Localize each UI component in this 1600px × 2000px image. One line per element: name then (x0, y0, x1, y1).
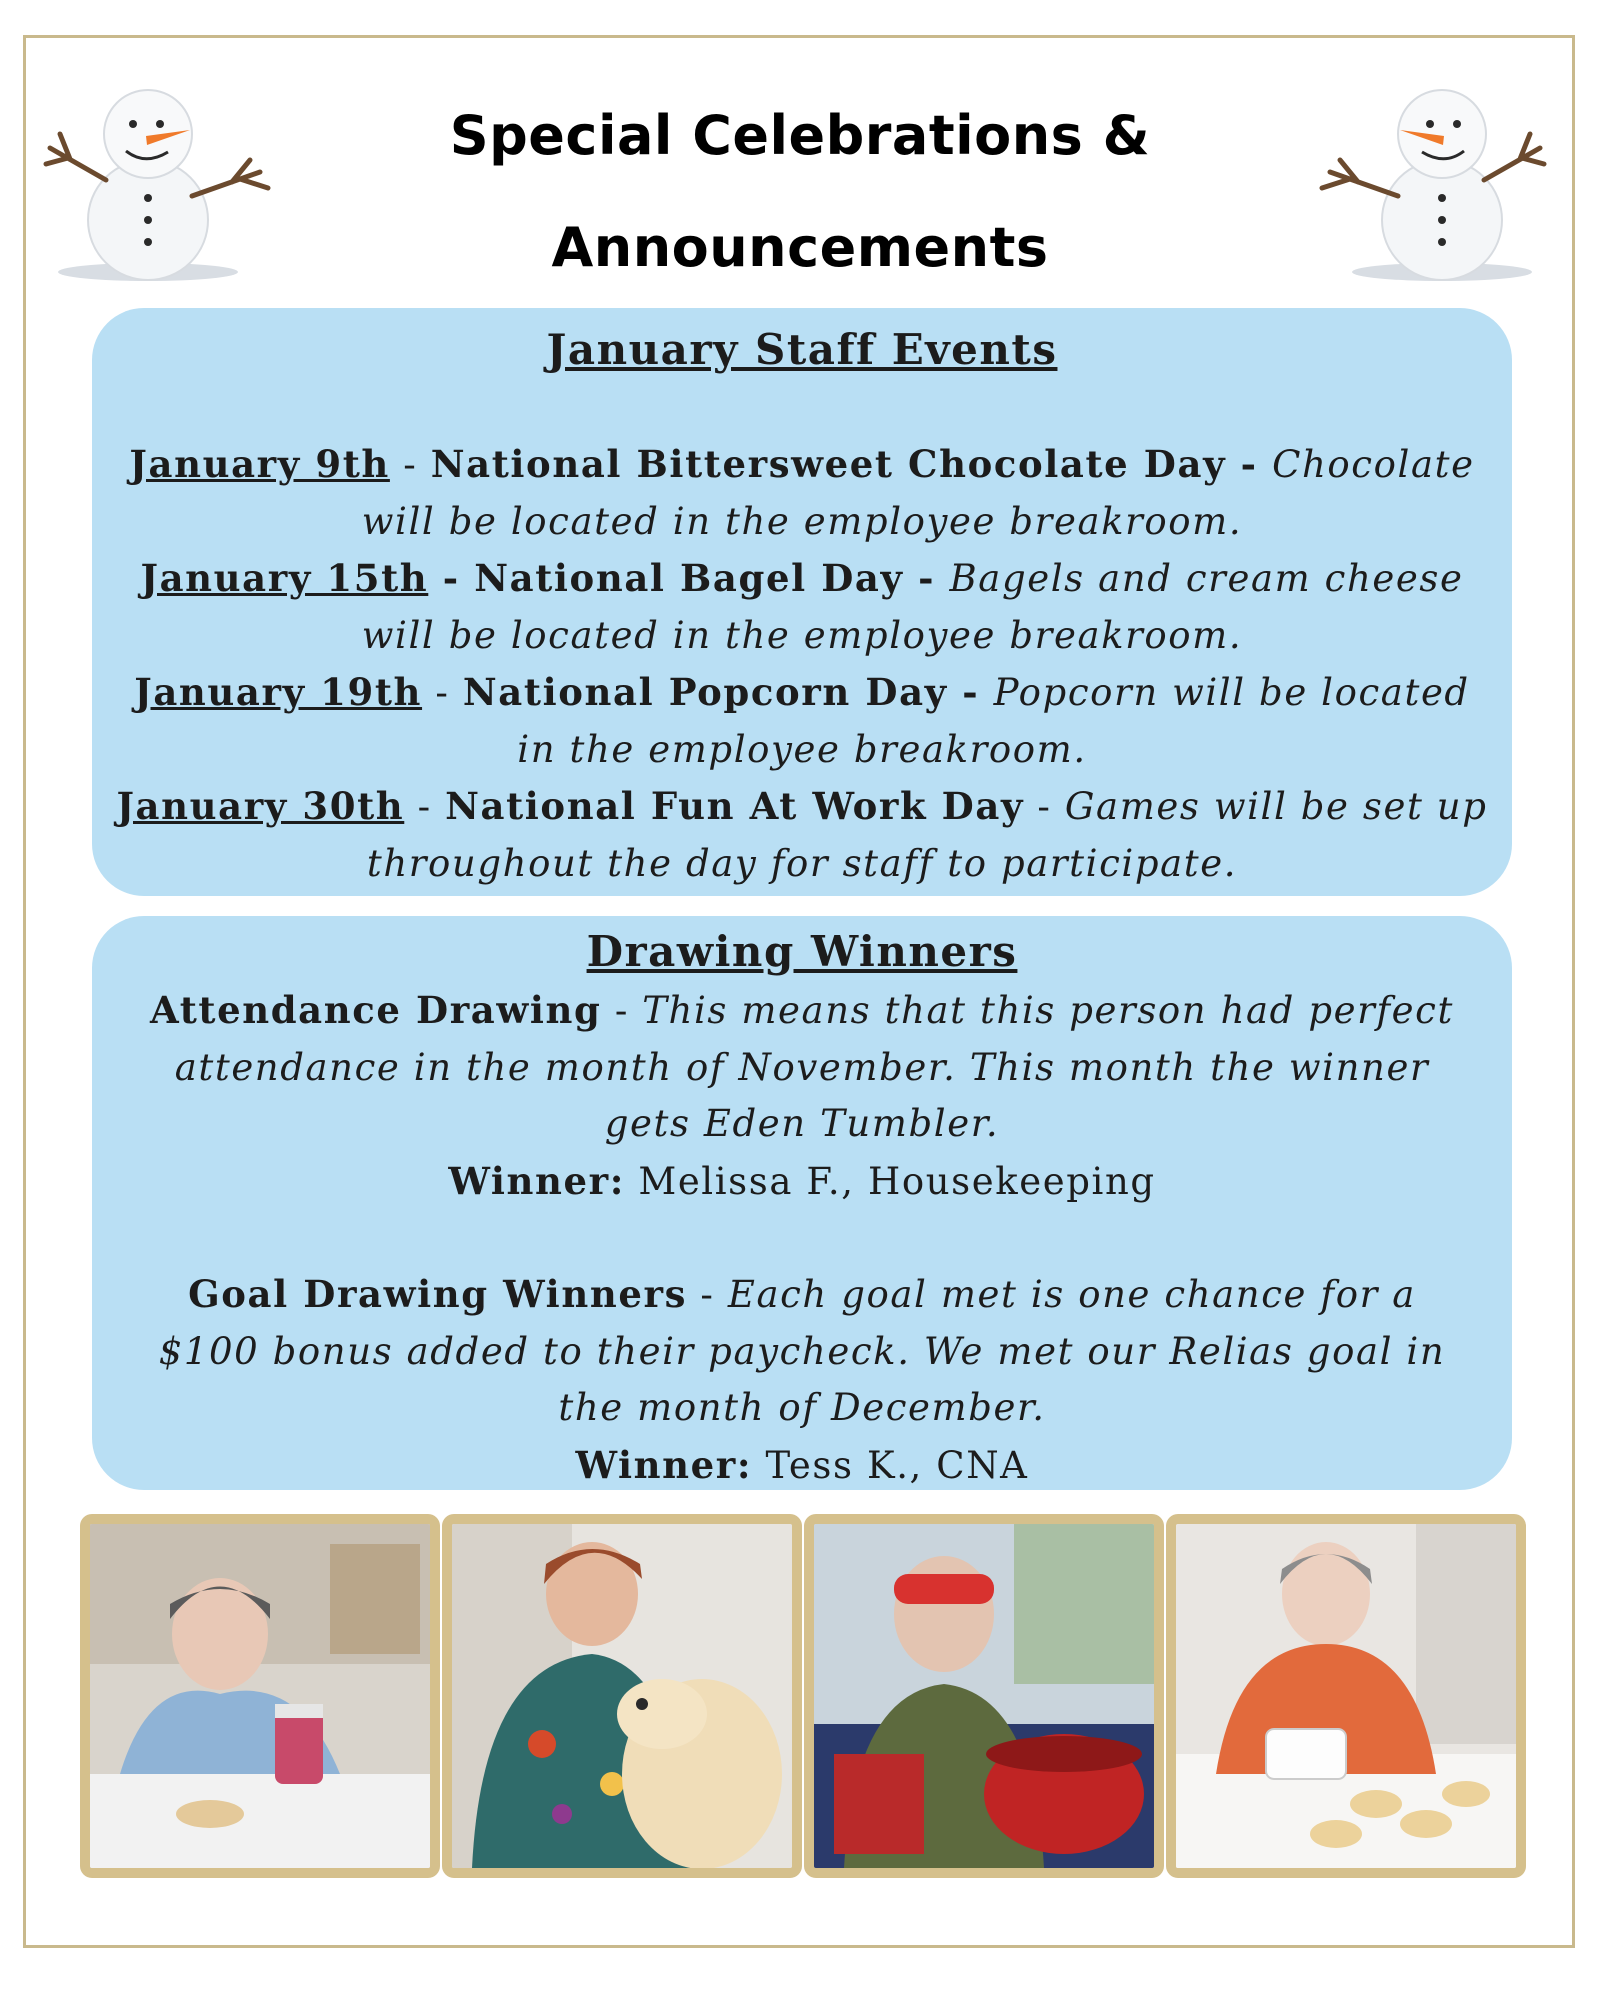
event-date: January 9th (129, 442, 390, 486)
goal-description: Each goal met is one chance for a $100 bonus added to their paycheck. We met our Relias goal in the month of December. (158, 1273, 1446, 1429)
snowman-icon (20, 48, 280, 288)
event-description: Chocolate will be located in the employee breakroom. (361, 443, 1475, 543)
event-item (92, 664, 1512, 778)
attendance-winner-label: Winner: (448, 1158, 625, 1203)
attendance-winner-value: Melissa F., Housekeeping (624, 1159, 1156, 1203)
goal-winner-value: Tess K., CNA (752, 1443, 1029, 1487)
attendance-description: This means that this person had perfect attendance in the month of November. This month the winner gets Eden Tumbler. (174, 989, 1454, 1145)
event-description: Games will be set up throughout the day for staff to participate. (366, 785, 1488, 885)
event-description: Popcorn will be located in the employee breakroom. (517, 671, 1470, 771)
staff-events-heading: January Staff Events (546, 325, 1058, 374)
goal-winner (92, 1437, 1512, 1495)
photo-resident-decorating-cookie (80, 1514, 440, 1878)
event-separator: - (428, 556, 475, 600)
page-title (300, 80, 1300, 304)
event-name: National Popcorn Day (462, 670, 948, 714)
drawing-winners-panel (92, 916, 1512, 1490)
spacer (92, 1210, 1512, 1266)
attendance-winner (92, 1153, 1512, 1211)
event-description: Bagels and cream cheese will be located in the employee breakroom. (361, 557, 1464, 657)
goal-separator: - (687, 1273, 728, 1316)
photo-resident-with-dog (442, 1514, 802, 1878)
event-separator: - (903, 556, 950, 600)
event-separator: - (389, 443, 431, 486)
event-name: National Bittersweet Chocolate Day (430, 442, 1227, 486)
event-date: January 30th (116, 784, 405, 828)
event-item (92, 436, 1512, 550)
attendance-label: Attendance Drawing (150, 988, 602, 1032)
event-name: National Fun At Work Day (445, 784, 1025, 828)
attendance-drawing (92, 982, 1512, 1153)
staff-events-list (92, 436, 1512, 892)
event-date: January 19th (134, 670, 423, 714)
goal-winner-label: Winner: (575, 1442, 753, 1487)
attendance-separator: - (601, 989, 643, 1032)
goal-label: Goal Drawing Winners (188, 1272, 688, 1316)
photo-resident-frosting-cookies (1166, 1514, 1526, 1878)
event-name: National Bagel Day (474, 556, 904, 600)
drawing-winners-heading: Drawing Winners (586, 927, 1018, 976)
event-separator: - (1226, 442, 1273, 486)
staff-events-panel (92, 308, 1512, 896)
event-separator: - (1024, 785, 1065, 828)
event-separator: - (947, 670, 994, 714)
goal-drawing (92, 1266, 1512, 1437)
event-item (92, 778, 1512, 892)
title-line-2: Announcements (551, 216, 1049, 279)
snowman-icon (1310, 48, 1570, 288)
title-line-1: Special Celebrations & (449, 104, 1151, 167)
event-separator: - (422, 671, 463, 714)
event-separator: - (404, 785, 446, 828)
event-item (92, 550, 1512, 664)
event-date: January 15th (140, 556, 429, 600)
photo-resident-blindfold-game (804, 1514, 1164, 1878)
photo-strip (80, 1514, 1526, 1878)
